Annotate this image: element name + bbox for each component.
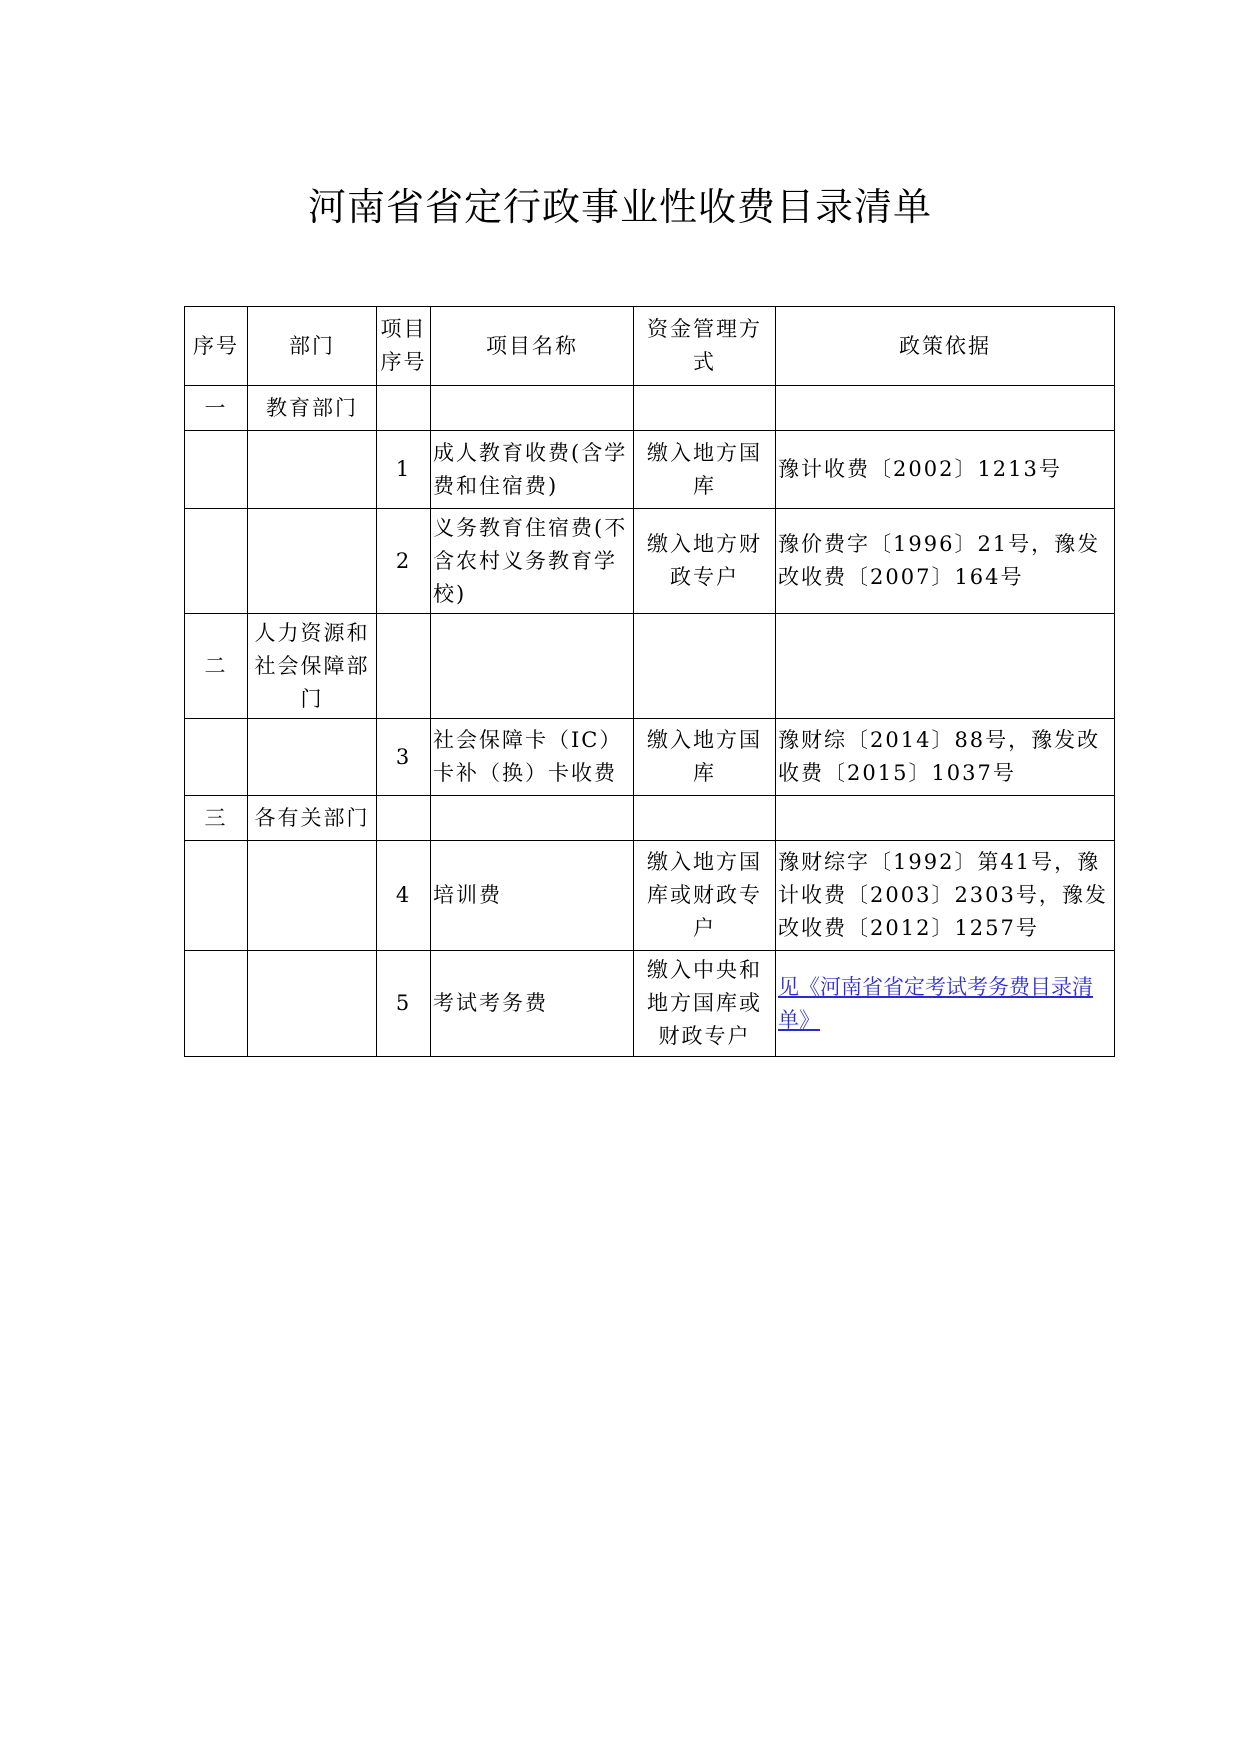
fee-catalog-table (184, 306, 1115, 1057)
empty-cell (431, 614, 634, 719)
item-fund-mgmt: 缴入地方国库或财政专户 (634, 841, 776, 951)
empty-cell (776, 386, 1115, 431)
table-row (185, 431, 1115, 509)
item-policy: 豫计收费〔2002〕1213号 (776, 431, 1115, 509)
empty-cell (431, 796, 634, 841)
empty-cell (185, 431, 248, 509)
exam-fee-catalog-link[interactable]: 见《河南省省定考试考务费目录清单》 (778, 974, 1093, 1032)
header-fund-mgmt: 资金管理方式 (634, 307, 776, 386)
group-dept: 教育部门 (248, 386, 377, 431)
group-dept: 各有关部门 (248, 796, 377, 841)
empty-cell (248, 951, 377, 1057)
table-row (185, 509, 1115, 614)
item-fund-mgmt: 缴入地方财政专户 (634, 509, 776, 614)
group-row (185, 614, 1115, 719)
empty-cell (377, 386, 431, 431)
item-fund-mgmt: 缴入地方国库 (634, 431, 776, 509)
empty-cell (185, 841, 248, 951)
group-seq: 一 (185, 386, 248, 431)
empty-cell (248, 719, 377, 796)
item-name: 考试考务费 (431, 951, 634, 1057)
table-row (185, 841, 1115, 951)
item-name: 成人教育收费(含学费和住宿费) (431, 431, 634, 509)
table-header-row (185, 307, 1115, 386)
group-row (185, 796, 1115, 841)
table-row (185, 719, 1115, 796)
group-row (185, 386, 1115, 431)
empty-cell (248, 841, 377, 951)
item-seq: 1 (377, 431, 431, 509)
group-seq: 二 (185, 614, 248, 719)
empty-cell (776, 796, 1115, 841)
item-policy: 豫财综字〔1992〕第41号，豫计收费〔2003〕2303号，豫发改收费〔2012〕1257号 (776, 841, 1115, 951)
group-seq: 三 (185, 796, 248, 841)
header-policy: 政策依据 (776, 307, 1115, 386)
item-fund-mgmt: 缴入中央和地方国库或财政专户 (634, 951, 776, 1057)
table-row (185, 951, 1115, 1057)
empty-cell (185, 509, 248, 614)
item-name: 义务教育住宿费(不含农村义务教育学校) (431, 509, 634, 614)
item-name: 培训费 (431, 841, 634, 951)
empty-cell (248, 431, 377, 509)
empty-cell (634, 614, 776, 719)
item-policy (776, 951, 1115, 1057)
page-title: 河南省省定行政事业性收费目录清单 (307, 185, 932, 229)
item-policy: 豫价费字〔1996〕21号，豫发改收费〔2007〕164号 (776, 509, 1115, 614)
header-dept: 部门 (248, 307, 377, 386)
item-name: 社会保障卡（IC）卡补（换）卡收费 (431, 719, 634, 796)
empty-cell (377, 796, 431, 841)
header-seq: 序号 (185, 307, 248, 386)
empty-cell (248, 509, 377, 614)
empty-cell (634, 796, 776, 841)
empty-cell (185, 951, 248, 1057)
header-item-name: 项目名称 (431, 307, 634, 386)
item-seq: 2 (377, 509, 431, 614)
item-fund-mgmt: 缴入地方国库 (634, 719, 776, 796)
group-dept: 人力资源和社会保障部门 (248, 614, 377, 719)
item-seq: 5 (377, 951, 431, 1057)
empty-cell (377, 614, 431, 719)
empty-cell (431, 386, 634, 431)
empty-cell (185, 719, 248, 796)
item-seq: 3 (377, 719, 431, 796)
item-policy: 豫财综〔2014〕88号，豫发改收费〔2015〕1037号 (776, 719, 1115, 796)
item-seq: 4 (377, 841, 431, 951)
header-item-seq: 项目序号 (377, 307, 431, 386)
empty-cell (776, 614, 1115, 719)
empty-cell (634, 386, 776, 431)
